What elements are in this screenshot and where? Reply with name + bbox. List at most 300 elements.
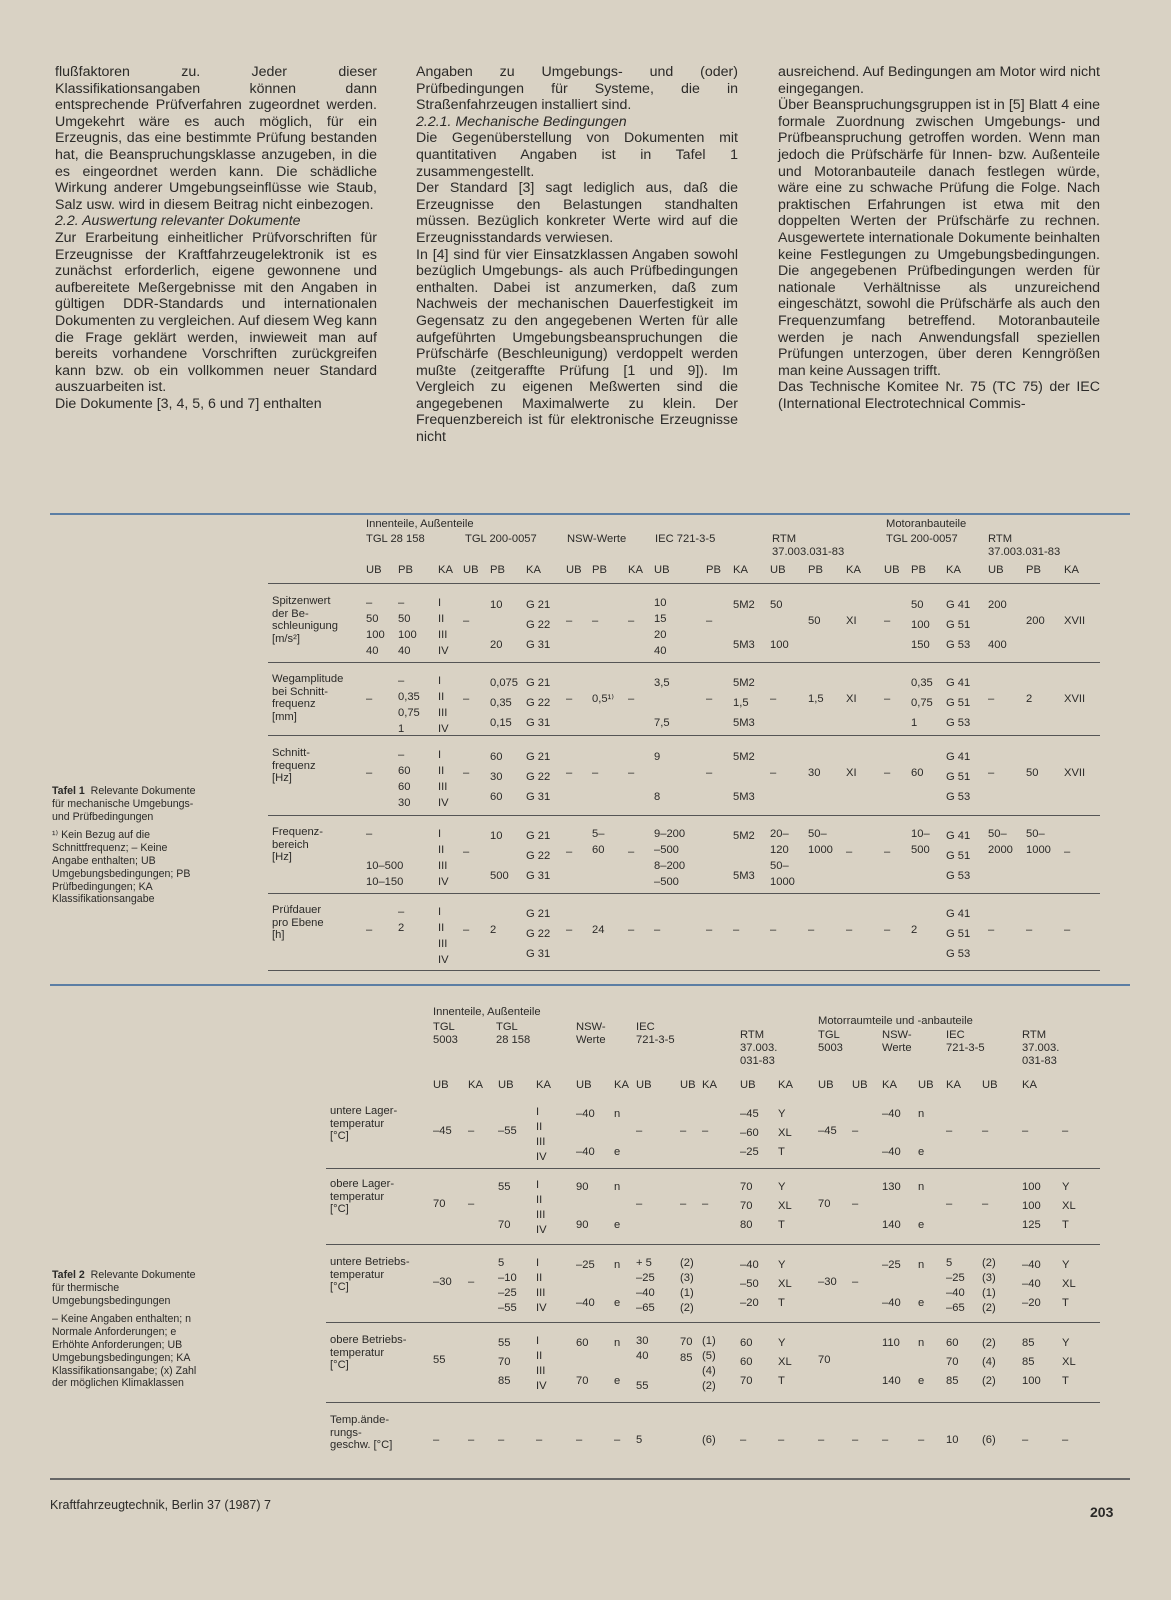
table-cell: –	[733, 924, 740, 936]
tafel-2-caption-title: Tafel 2	[52, 1269, 85, 1281]
table-cell: Y XL T	[1062, 1259, 1076, 1309]
table-cell: –	[1064, 846, 1071, 858]
table-cell: I II III IV	[438, 597, 449, 657]
table-cell: 50– 1000	[1026, 828, 1051, 856]
table-cell: 10– 500	[911, 828, 930, 856]
table-cell: –	[988, 693, 995, 705]
table-cell: 55	[433, 1354, 446, 1366]
table-cell: –	[770, 924, 777, 936]
column-subheader: UB	[884, 564, 900, 576]
table-cell: –30	[818, 1276, 837, 1288]
table-cell: Y XL T	[778, 1181, 792, 1231]
table-cell: I II III IV	[536, 1179, 547, 1236]
column-subheader: PB	[808, 564, 823, 576]
table-cell: 130 140	[882, 1181, 901, 1231]
table-cell: –	[680, 1198, 687, 1210]
table-cell: –	[366, 693, 373, 705]
row-label: untere Betriebs- temperatur [°C]	[330, 1256, 410, 1294]
section-divider	[50, 513, 1130, 515]
table-cell: 1,5	[808, 693, 824, 705]
document-header: TGL 28 158	[496, 1021, 531, 1046]
table-cell: I II III IV	[438, 828, 449, 888]
table-cell: n e	[918, 1108, 925, 1158]
table-cell: –45	[433, 1125, 452, 1137]
table-cell: –	[468, 1434, 475, 1446]
table-cell: –	[808, 924, 815, 936]
table-rule	[268, 583, 1100, 584]
table-cell: G 21 G 22 G 31	[526, 751, 551, 803]
paragraph: Zur Erarbeitung einheitlicher Prüfvorschriften für Erzeugnisse der Kraftfahrzeugelektronik ist es zunächst erforderlich, eigene gewonnene und aufbereitete Meßergebnisse mit den Angaben in gültigen DDR-Standards und internationalen Dokumenten zu vergleichen. Auf diesem Weg kann die Frage geklärt werden, inwieweit man auf bereits vorhandene Vorschriften zurückgreifen kann bzw. ob ein vollkommen neuer Standard auszuarbeiten ist.	[55, 229, 377, 396]
table-cell: 10	[946, 1434, 959, 1446]
table-cell: 60 60 70	[740, 1337, 753, 1387]
column-subheader: KA	[882, 1079, 897, 1091]
table-cell: 60 70 85	[946, 1337, 959, 1387]
group-header: Motorraumteile und -anbauteile	[818, 1015, 973, 1027]
table-cell: – 50 100 40	[398, 597, 417, 657]
table-cell: 70 70 80	[740, 1181, 753, 1231]
table-cell: –55	[498, 1125, 517, 1137]
table-cell: 55 70 85	[498, 1337, 511, 1387]
table-cell: 0,35 0,75 1	[911, 677, 933, 729]
column-subheader: UB	[636, 1079, 652, 1091]
table-cell: G 41 G 51 G 53	[946, 830, 971, 882]
table-cell: I II III IV	[438, 906, 449, 966]
table-cell: –	[852, 1125, 859, 1137]
table-cell: 9–200 –500 8–200 –500	[654, 828, 686, 888]
paragraph: Angaben zu Umgebungs- und (oder) Prüfbedingungen für Systeme, die in Straßenfahrzeugen installiert sind.	[416, 64, 738, 114]
paragraph: Der Standard [3] sagt lediglich aus, daß die Erzeugnisse den Belastungen standhalten müssen. Bezüglich konkreter Werte wird auf die Erzeugnisstandards verwiesen.	[416, 180, 738, 246]
table-cell: n e	[918, 1181, 925, 1231]
table-cell: 30	[808, 767, 821, 779]
table-cell: 10 500	[490, 830, 509, 882]
table-cell: I II III IV	[438, 675, 449, 735]
table-rule	[268, 970, 1100, 971]
table-cell: –	[852, 1198, 859, 1210]
table-cell: XVII	[1064, 693, 1086, 705]
column-subheader: KA	[778, 1079, 793, 1091]
column-subheader: KA	[1064, 564, 1079, 576]
table-cell: (2) (3) (1) (2)	[982, 1257, 996, 1314]
tafel-2-footnote: – Keine Angaben enthalten; n Normale Anforderungen; e Erhöhte Anforderungen; UB Umgebungsbedingungen; KA Klassifikationsangabe; (x) Zahl der möglichen Klimaklassen	[52, 1313, 197, 1390]
table-cell: n e	[614, 1181, 621, 1231]
column-subheader: KA	[526, 564, 541, 576]
table-cell: –40 –40	[576, 1108, 595, 1158]
table-cell: –	[706, 615, 713, 627]
column-subheader: UB	[918, 1079, 934, 1091]
table-cell: –	[433, 1434, 440, 1446]
table-cell: –	[498, 1434, 505, 1446]
table-cell: 110 140	[882, 1337, 901, 1387]
table-cell: I II III IV	[536, 1257, 547, 1314]
table-cell: –	[852, 1276, 859, 1288]
table-cell: –	[884, 767, 891, 779]
table-cell: 2	[490, 924, 497, 936]
column-subheader: UB	[982, 1079, 998, 1091]
table-cell: 2	[911, 924, 918, 936]
document-header: RTM 37.003.031-83	[772, 533, 845, 558]
table-rule	[268, 662, 1100, 663]
table-cell: –	[636, 1125, 643, 1137]
table-cell: 5– 60	[592, 828, 605, 856]
paragraph: Über Beanspruchungsgruppen ist in [5] Blatt 4 eine formale Zuordnung zwischen Umgebungs- und Prüfbeanspruchung getroffen worden. Wenn man jedoch die Prüfschärfe für Innen- bzw. Außenteile und Motoranbauteile danach festlegen würde, wäre eine zu schwache Prüfung die Folge. Nach praktischen Erfahrungen ist etwa mit den doppelten Werten der Prüfschärfe zu rechnen. Ausgewertete internationale Dokumente beinhalten keine Festlegungen zu Umgebungsbedingungen. Die angegebenen Prüfbedingungen werden für nationale Verhältnisse als unzureichend eingeschätzt, sowohl die Prüfschärfe als auch den Frequenzumfang betreffend. Motoranbauteile werden je nach Anwendungsfall speziellen Prüfungen unterzogen, über deren Kenngrößen man keine Aussagen trifft.	[778, 97, 1100, 379]
column-subheader: KA	[1022, 1079, 1037, 1091]
paragraph: Die Dokumente [3, 4, 5, 6 und 7] enthalten	[55, 395, 322, 412]
table-cell: –	[982, 1198, 989, 1210]
document-header: RTM 37.003. 031-83	[740, 1029, 778, 1067]
row-label: Schnitt- frequenz [Hz]	[272, 747, 316, 785]
table-cell: –25 –40	[882, 1259, 901, 1309]
row-label: Wegamplitude bei Schnitt- frequenz [mm]	[272, 673, 344, 723]
bottom-rule	[50, 1478, 1130, 1480]
table-cell: –	[882, 1434, 889, 1446]
table-cell: XVII	[1064, 615, 1086, 627]
tafel-1-caption	[52, 785, 202, 906]
table-cell: Y XL T	[778, 1108, 792, 1158]
table-rule	[326, 1402, 1100, 1403]
table-cell: –	[468, 1198, 475, 1210]
column-subheader: UB	[433, 1079, 449, 1091]
table-cell: –	[628, 846, 635, 858]
table-cell: –40 –40	[882, 1108, 901, 1158]
table-cell: 5M2 5M3	[733, 751, 755, 803]
table-cell: 70	[818, 1354, 831, 1366]
table-rule	[326, 1168, 1100, 1169]
table-cell: –	[536, 1434, 543, 1446]
table-cell: –45 –60 –25	[740, 1108, 759, 1158]
table-cell: I II III IV	[536, 1335, 547, 1392]
column-subheader: KA	[468, 1079, 483, 1091]
table-cell: –	[628, 693, 635, 705]
table-cell: –	[818, 1434, 825, 1446]
document-header: RTM 37.003. 031-83	[1022, 1029, 1060, 1067]
table-cell: 5 –10 –25 –55	[498, 1257, 517, 1314]
table-cell: –	[628, 767, 635, 779]
table-cell: XI	[846, 767, 857, 779]
tafel-1-footnote: ¹⁾ Kein Bezug auf die Schnittfrequenz; – Keine Angabe enthalten; UB Umgebungsbedingungen; PB Prüfbedingungen; KA Klassifikationsangabe	[52, 829, 191, 906]
column-subheader: PB	[592, 564, 607, 576]
paragraph: In [4] sind für vier Einsatzklassen Angaben sowohl bezüglich Umgebungs- als auch Prüfbedingungen enthalten. Dabei ist anzumerken, daß zum Nachweis der mechanischen Dauerfestigkeit im Gegensatz zu den angegebenen Werten für alle aufgeführten Umgebungsbeanspruchungen die Prüfschärfe (Beschleunigung) verdoppelt werden mußte (zeitgeraffte Prüfung [1 und 9]). Im Vergleich zu eigenen Meßwerten sind die angegebenen Maximalwerte zu klein. Der Frequenzbereich ist für elektronische Erzeugnisse nicht	[416, 246, 738, 446]
table-cell: 10 15 20 40	[654, 597, 667, 657]
table-cell: n e	[918, 1337, 925, 1387]
paragraph: Das Technische Komitee Nr. 75 (TC 75) der IEC (International Electrotechnical Commis-	[778, 379, 1100, 412]
column-subheader: UB	[654, 564, 670, 576]
section-heading: 2.2. Auswertung relevanter Dokumente	[55, 213, 301, 230]
table-cell: –	[628, 924, 635, 936]
table-cell: G 21 G 22 G 31	[526, 908, 551, 960]
table-cell: 60	[911, 767, 924, 779]
table-cell: –	[846, 846, 853, 858]
table-cell: 10 20	[490, 599, 503, 651]
section-divider	[50, 984, 1130, 986]
table-cell: –	[982, 1125, 989, 1137]
column-subheader: UB	[566, 564, 582, 576]
table-cell: n e	[614, 1337, 621, 1387]
table-cell: –	[566, 846, 573, 858]
table-cell: 50 100 150	[911, 599, 930, 651]
table-cell: –	[884, 615, 891, 627]
text-column-2	[416, 64, 738, 446]
table-cell: 200	[1026, 615, 1045, 627]
column-subheader: KA	[536, 1079, 551, 1091]
table-cell: –	[468, 1276, 475, 1288]
table-cell: 100 100 125	[1022, 1181, 1041, 1231]
table-cell: – 10–500 10–150	[366, 828, 404, 888]
table-cell: 5M2 1,5 5M3	[733, 677, 755, 729]
tafel-1-caption-text: Relevante Dokumente für mechanische Umgebungs- und Prüfbedingungen	[52, 785, 196, 823]
table-cell: –	[702, 1125, 709, 1137]
table-cell: 60 70	[576, 1337, 589, 1387]
table-cell: Y XL T	[1062, 1337, 1076, 1387]
table-cell: 9 8	[654, 751, 661, 803]
column-subheader: KA	[702, 1079, 717, 1091]
table-cell: –	[1064, 924, 1071, 936]
table-cell: G 21 G 22 G 31	[526, 830, 551, 882]
table-cell: –	[636, 1198, 643, 1210]
paragraph: flußfaktoren zu. Jeder dieser Klassifikationsangaben können dann entsprechende Prüfverfahren zugeordnet werden. Umgekehrt wäre es auch möglich, für ein Erzeugnis, das eine bestimmte Prüfung bestanden hat, die Beanspruchungsklasse anzugeben, in die es eingeordnet werden kann. Die schädliche Wirkung anderer Umgebungseinflüsse wie Staub, Salz usw. wird in diesem Beitrag nicht einbezogen.	[55, 64, 377, 213]
table-cell: 24	[592, 924, 605, 936]
table-cell: –	[988, 767, 995, 779]
column-subheader: KA	[614, 1079, 629, 1091]
table-cell: – 2	[398, 906, 405, 934]
document-header: NSW- Werte	[576, 1021, 606, 1046]
table-cell: 5 –25 –40 –65	[946, 1257, 965, 1314]
table-cell: G 41 G 51 G 53	[946, 751, 971, 803]
column-subheader: UB	[366, 564, 382, 576]
table-cell: –	[770, 693, 777, 705]
table-cell: –	[846, 924, 853, 936]
table-cell: –	[884, 924, 891, 936]
table-cell: n e	[918, 1259, 925, 1309]
table-rule	[268, 893, 1100, 894]
table-cell: 50	[1026, 767, 1039, 779]
table-cell: (6)	[982, 1434, 996, 1446]
table-cell: 90 90	[576, 1181, 589, 1231]
table-cell: 2	[1026, 693, 1033, 705]
table-cell: –	[918, 1434, 925, 1446]
column-subheader: UB	[818, 1079, 834, 1091]
table-cell: –	[566, 924, 573, 936]
table-cell: –	[1062, 1125, 1069, 1137]
table-cell: –	[884, 846, 891, 858]
table-cell: – 50 100 40	[366, 597, 385, 657]
table-cell: –	[566, 615, 573, 627]
table-cell: –25 –40	[576, 1259, 595, 1309]
table-cell: Y XL T	[778, 1259, 792, 1309]
table-cell: 0,075 0,35 0,15	[490, 677, 518, 729]
table-cell: –	[946, 1125, 953, 1137]
table-cell: I II III IV	[438, 749, 449, 809]
document-header: TGL 28 158	[366, 533, 425, 545]
table-cell: –	[740, 1434, 747, 1446]
table-cell: Y XL T	[1062, 1181, 1076, 1231]
table-cell: –	[706, 693, 713, 705]
table-cell: 50	[808, 615, 821, 627]
column-subheader: UB	[680, 1079, 696, 1091]
table-cell: 30 40 55	[636, 1335, 649, 1392]
table-cell: 5M2 5M3	[733, 830, 755, 882]
table-cell: 3,5 7,5	[654, 677, 670, 729]
tafel-2-caption	[52, 1269, 202, 1390]
column-subheader: PB	[706, 564, 721, 576]
column-subheader: UB	[852, 1079, 868, 1091]
table-rule	[326, 1322, 1100, 1323]
table-cell: 70 85	[680, 1336, 693, 1364]
table-cell: –	[852, 1434, 859, 1446]
table-cell: 200 400	[988, 599, 1007, 651]
paragraph: ausreichend. Auf Bedingungen am Motor wird nicht eingegangen.	[778, 64, 1100, 97]
table-cell: –45	[818, 1125, 837, 1137]
column-subheader: PB	[911, 564, 926, 576]
text-column-1	[55, 64, 377, 412]
column-subheader: UB	[576, 1079, 592, 1091]
table-cell: 0,5¹⁾	[592, 693, 615, 705]
column-subheader: KA	[946, 1079, 961, 1091]
table-cell: XI	[846, 693, 857, 705]
column-subheader: PB	[490, 564, 505, 576]
table-cell: 50 100	[770, 599, 789, 651]
column-subheader: UB	[988, 564, 1004, 576]
table-cell: –	[576, 1434, 583, 1446]
table-rule	[268, 815, 1100, 816]
column-subheader: PB	[1026, 564, 1041, 576]
table-cell: 50– 2000	[988, 828, 1013, 856]
table-cell: –	[463, 924, 470, 936]
table-cell: –30	[433, 1276, 452, 1288]
column-subheader: KA	[628, 564, 643, 576]
document-header: TGL 5003	[433, 1021, 458, 1046]
table-cell: –40 –50 –20	[740, 1259, 759, 1309]
table-cell: –	[463, 693, 470, 705]
column-subheader: UB	[740, 1079, 756, 1091]
table-cell: –	[468, 1125, 475, 1137]
table-cell: –	[1022, 1434, 1029, 1446]
table-cell: –	[706, 767, 713, 779]
row-label: Prüfdauer pro Ebene [h]	[272, 904, 324, 942]
group-header: Innenteile, Außenteile	[433, 1006, 541, 1018]
table-cell: – 60 60 30	[398, 749, 411, 809]
table-cell: –	[463, 846, 470, 858]
table-cell: 5M2 5M3	[733, 599, 755, 651]
table-cell: –	[566, 693, 573, 705]
table-cell: –	[592, 767, 599, 779]
table-cell: –	[770, 767, 777, 779]
document-header: TGL 5003	[818, 1029, 843, 1054]
row-label: obere Lager- temperatur [°C]	[330, 1178, 395, 1216]
table-cell: –	[702, 1198, 709, 1210]
table-cell: G 21 G 22 G 31	[526, 599, 551, 651]
table-cell: (2) (3) (1) (2)	[680, 1257, 694, 1314]
table-cell: –	[628, 615, 635, 627]
document-header: NSW-Werte	[567, 533, 627, 545]
table-cell: –	[946, 1198, 953, 1210]
row-label: obere Betriebs- temperatur [°C]	[330, 1334, 407, 1372]
table-cell: (2) (4) (2)	[982, 1337, 996, 1387]
group-header: Innenteile, Außenteile	[366, 518, 474, 530]
tafel-1-caption-title: Tafel 1	[52, 785, 85, 797]
table-cell: –	[1026, 924, 1033, 936]
table-cell: (1) (5) (4) (2)	[702, 1335, 716, 1392]
table-cell: 20– 120 50– 1000	[770, 828, 795, 888]
table-cell: –	[566, 767, 573, 779]
table-cell: 55 70	[498, 1181, 511, 1231]
paragraph: Die Gegenüberstellung von Dokumenten mit quantitativen Angaben ist in Tafel 1 zusammengestellt.	[416, 130, 738, 180]
document-header: NSW- Werte	[882, 1029, 912, 1054]
table-cell: –	[366, 924, 373, 936]
row-label: Frequenz- bereich [Hz]	[272, 826, 323, 864]
table-cell: –	[778, 1434, 785, 1446]
section-heading: 2.2.1. Mechanische Bedingungen	[416, 113, 627, 130]
table-cell: –40 –40 –20	[1022, 1259, 1041, 1309]
table-cell: G 21 G 22 G 31	[526, 677, 551, 729]
document-header: RTM 37.003.031-83	[988, 533, 1061, 558]
table-cell: G 41 G 51 G 53	[946, 908, 971, 960]
document-header: IEC 721-3-5	[946, 1029, 985, 1054]
document-header: TGL 200-0057	[886, 533, 958, 545]
table-cell: – 0,35 0,75 1	[398, 675, 420, 735]
document-header: TGL 200-0057	[465, 533, 537, 545]
column-subheader: KA	[946, 564, 961, 576]
table-cell: –	[680, 1125, 687, 1137]
group-header: Motoranbauteile	[886, 518, 967, 530]
table-cell: 60 30 60	[490, 751, 503, 803]
column-subheader: KA	[846, 564, 861, 576]
row-label: Temp.ände- rungs- geschw. [°C]	[330, 1414, 393, 1452]
page-number: 203	[1090, 1504, 1114, 1520]
table-cell: n e	[614, 1108, 621, 1158]
table-cell: XVII	[1064, 767, 1086, 779]
table-cell: (6)	[702, 1434, 716, 1446]
footer-journal: Kraftfahrzeugtechnik, Berlin 37 (1987) 7	[50, 1498, 271, 1512]
table-cell: –	[463, 767, 470, 779]
table-cell: + 5 –25 –40 –65	[636, 1257, 655, 1314]
table-cell: n e	[614, 1259, 621, 1309]
table-cell: –	[614, 1434, 621, 1446]
column-subheader: KA	[733, 564, 748, 576]
table-cell: I II III IV	[536, 1106, 547, 1163]
table-cell: –	[366, 767, 373, 779]
table-cell: –	[654, 924, 661, 936]
column-subheader: PB	[398, 564, 413, 576]
table-cell: 50– 1000	[808, 828, 833, 856]
table-cell: G 41 G 51 G 53	[946, 599, 971, 651]
table-cell: –	[1022, 1125, 1029, 1137]
table-cell: 85 85 100	[1022, 1337, 1041, 1387]
text-column-3	[778, 64, 1100, 412]
tafel-2-caption-text: Relevante Dokumente für thermische Umgebungsbedingungen	[52, 1269, 196, 1307]
table-rule	[326, 1244, 1100, 1245]
table-cell: Y XL T	[778, 1337, 792, 1387]
table-cell: –	[988, 924, 995, 936]
column-subheader: UB	[463, 564, 479, 576]
table-cell: –	[592, 615, 599, 627]
row-label: Spitzenwert der Be- schleunigung [m/s²]	[272, 595, 338, 645]
table-cell: –	[706, 924, 713, 936]
document-header: IEC 721-3-5	[655, 533, 716, 545]
column-subheader: UB	[498, 1079, 514, 1091]
column-subheader: UB	[770, 564, 786, 576]
table-cell: –	[884, 693, 891, 705]
table-cell: 70	[818, 1198, 831, 1210]
table-cell: –	[1062, 1434, 1069, 1446]
column-subheader: KA	[438, 564, 453, 576]
table-cell: –	[463, 615, 470, 627]
table-cell: G 41 G 51 G 53	[946, 677, 971, 729]
table-rule	[268, 735, 1100, 736]
document-header: IEC 721-3-5	[636, 1021, 675, 1046]
row-label: untere Lager- temperatur [°C]	[330, 1105, 398, 1143]
table-cell: 5	[636, 1434, 643, 1446]
table-cell: XI	[846, 615, 857, 627]
